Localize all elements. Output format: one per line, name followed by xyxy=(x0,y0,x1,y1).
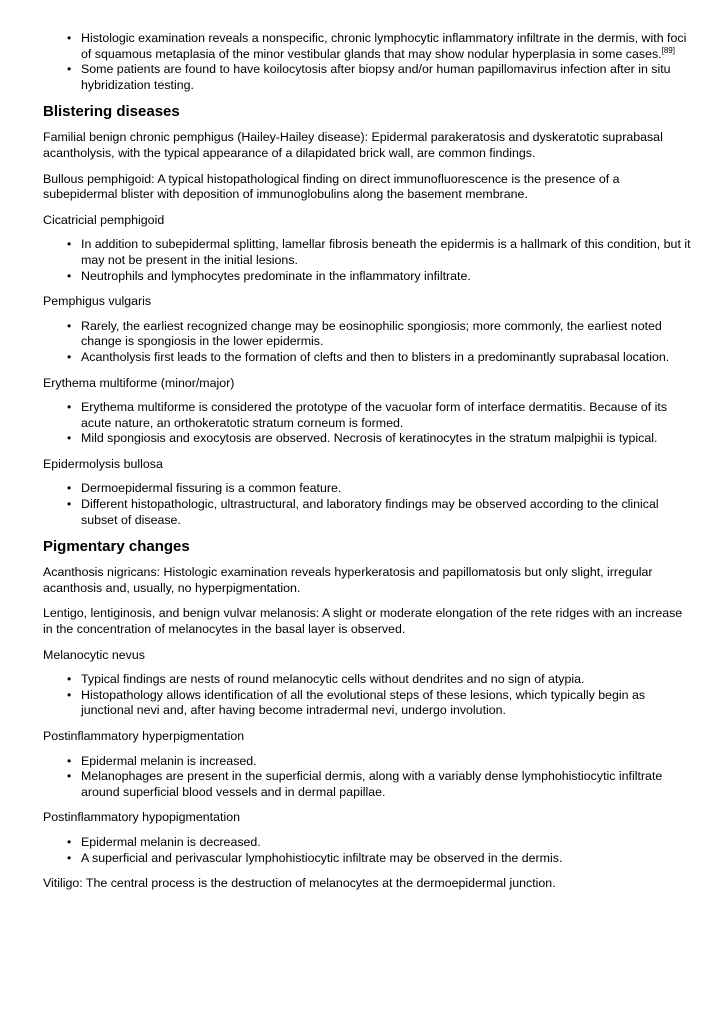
paragraph-lentigo: Lentigo, lentiginosis, and benign vulvar melanosis: A slight or moderate elongation of the rete ridges with an increase in the concentration of melanocytes in the basal layer is observed. xyxy=(43,606,683,637)
list-item xyxy=(43,754,691,770)
list-item-text: Different histopathologic, ultrastructural, and laboratory findings may be observed according to the clinical subset of disease. xyxy=(81,497,659,527)
list-item xyxy=(43,431,691,447)
subheading-hypopigmentation: Postinflammatory hypopigmentation xyxy=(43,810,240,825)
subheading-hyperpigmentation: Postinflammatory hyperpigmentation xyxy=(43,729,245,743)
list-item xyxy=(43,688,691,719)
document-page xyxy=(43,31,691,902)
list-item-text: Erythema multiforme is considered the prototype of the vacuolar form of interface dermatitis. Because of its acute nature, an orthokeratotic stratum corneum is formed. xyxy=(81,400,668,430)
section-heading-blistering: Blistering diseases xyxy=(43,103,180,121)
list-item xyxy=(43,31,691,62)
bullet-icon: • xyxy=(67,497,72,512)
subheading-epidermolysis: Epidermolysis bullosa xyxy=(43,456,163,471)
list-item-text: Melanophages are present in the superficial dermis, along with a variably dense lymphohistiocytic infiltrate around superficial blood vessels and in dermal papillae. xyxy=(81,769,663,799)
subheading-erythema: Erythema multiforme (minor/major) xyxy=(43,375,235,390)
paragraph-bullous-pemphigoid: Bullous pemphigoid: A typical histopathological finding on direct immunofluorescence is the presence of a subepidermal blister with deposition of immunoglobulins along the basement membrane. xyxy=(43,171,620,202)
hyperpigmentation-bullet-list xyxy=(43,754,691,801)
list-item-text: Histologic examination reveals a nonspecific, chronic lymphocytic inflammatory infiltrate in the dermis, with foci of squamous metaplasia of the minor vestibular glands that may show nodular hyperplasia in some cases. xyxy=(81,31,687,61)
list-item xyxy=(43,497,691,528)
list-item-text: In addition to subepidermal splitting, lamellar fibrosis beneath the epidermis is a hallmark of this condition, but it may not be present in the initial lesions. xyxy=(81,237,691,267)
epidermolysis-bullet-list xyxy=(43,481,691,528)
intro-bullet-list xyxy=(43,31,691,93)
pemphigus-bullet-list xyxy=(43,319,691,366)
bullet-icon: • xyxy=(67,769,72,784)
bullet-icon: • xyxy=(67,237,72,252)
cicatricial-bullet-list xyxy=(43,237,691,284)
list-item-text: Histopathology allows identification of all the evolutional steps of these lesions, which typically begin as junctional nevi and, after having become intradermal nevi, undergo involution. xyxy=(81,687,646,718)
list-item-text: Acantholysis first leads to the formation of clefts and then to blisters in a predominantly suprabasal location. xyxy=(81,349,670,364)
list-item-text: Some patients are found to have koilocytosis after biopsy and/or human papillomavirus infection after in situ hybridization testing. xyxy=(81,62,671,92)
list-item-text: Neutrophils and lymphocytes predominate in the inflammatory infiltrate. xyxy=(81,268,471,283)
bullet-icon: • xyxy=(67,481,72,496)
list-item-text: Epidermal melanin is increased. xyxy=(81,753,257,768)
bullet-icon: • xyxy=(67,318,72,333)
list-item xyxy=(43,269,691,285)
list-item xyxy=(43,481,691,497)
list-item-text: Rarely, the earliest recognized change may be eosinophilic spongiosis; more commonly, the earliest noted change is spongiosis in the lower epidermis. xyxy=(81,318,662,349)
section-heading-pigmentary: Pigmentary changes xyxy=(43,538,190,556)
citation-link[interactable]: [89] xyxy=(661,45,675,55)
bullet-icon: • xyxy=(67,31,72,45)
bullet-icon: • xyxy=(67,753,72,768)
list-item xyxy=(43,319,691,350)
bullet-icon: • xyxy=(67,431,72,446)
list-item-text: Mild spongiosis and exocytosis are observed. Necrosis of keratinocytes in the stratum malpighii is typical. xyxy=(81,431,658,446)
list-item-text: Epidermal melanin is decreased. xyxy=(81,834,261,849)
list-item xyxy=(43,350,691,366)
list-item xyxy=(43,237,691,268)
list-item xyxy=(43,672,691,688)
subheading-pemphigus: Pemphigus vulgaris xyxy=(43,294,152,309)
list-item xyxy=(43,835,691,851)
list-item xyxy=(43,62,691,93)
list-item xyxy=(43,851,691,867)
bullet-icon: • xyxy=(67,850,72,865)
list-item-text: Dermoepidermal fissuring is a common feature. xyxy=(81,481,342,496)
hypopigmentation-bullet-list xyxy=(43,835,691,866)
paragraph-acanthosis: Acanthosis nigricans: Histologic examination reveals hyperkeratosis and papillomatosis but only slight, irregular acanthosis and, usually, no hyperpigmentation. xyxy=(43,565,653,595)
nevus-bullet-list xyxy=(43,672,691,719)
bullet-icon: • xyxy=(67,672,72,687)
paragraph-hailey-hailey: Familial benign chronic pemphigus (Hailey-Hailey disease): Epidermal parakeratosis and dyskeratotic suprabasal acantholysis, with the typical appearance of a dilapidated brick wall, are common findings. xyxy=(43,130,663,160)
paragraph-vitiligo: Vitiligo: The central process is the destruction of melanocytes at the dermoepidermal junction. xyxy=(43,876,556,891)
list-item xyxy=(43,769,691,800)
list-item-text: A superficial and perivascular lymphohistiocytic infiltrate may be observed in the dermis. xyxy=(81,850,563,865)
erythema-bullet-list xyxy=(43,400,691,447)
bullet-icon: • xyxy=(67,687,72,702)
list-item xyxy=(43,400,691,431)
list-item-text: Typical findings are nests of round melanocytic cells without dendrites and no sign of atypia. xyxy=(81,672,585,687)
bullet-icon: • xyxy=(67,268,72,283)
bullet-icon: • xyxy=(67,62,72,77)
bullet-icon: • xyxy=(67,349,72,364)
bullet-icon: • xyxy=(67,834,72,849)
bullet-icon: • xyxy=(67,400,72,415)
subheading-nevus: Melanocytic nevus xyxy=(43,647,145,662)
subheading-cicatricial: Cicatricial pemphigoid xyxy=(43,212,165,227)
